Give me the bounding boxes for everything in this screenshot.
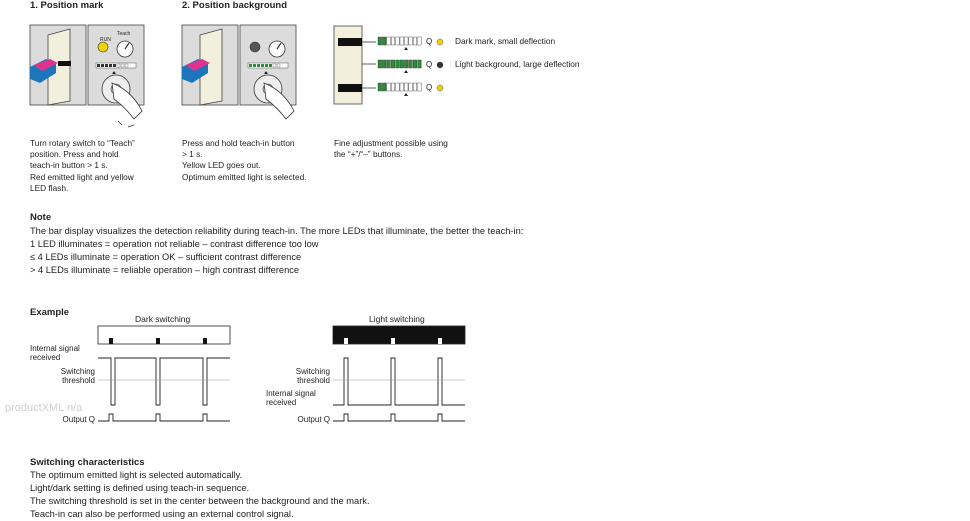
step2-desc-line: Yellow LED goes out. — [182, 160, 261, 171]
step1-teach-label: Teach — [117, 31, 131, 37]
fa-led-segment — [409, 37, 413, 45]
light-switching-diagram — [333, 326, 468, 426]
fa-led-segment — [396, 60, 400, 68]
note-line: 1 LED illuminates = operation not reliable – contrast difference too low — [30, 239, 319, 249]
light-internal-signal-label — [266, 389, 316, 407]
light-threshold-label — [275, 367, 330, 385]
fa-led-segment — [418, 37, 422, 45]
fa-led-segment — [409, 83, 413, 91]
fa-led-segment — [418, 83, 422, 91]
fa-led-segment — [396, 83, 400, 91]
fa-led-segment — [382, 83, 386, 91]
light-internal-line-1: Internal signal — [266, 389, 316, 398]
fa-pointer — [404, 47, 408, 50]
fa-q2: Q — [426, 60, 433, 69]
fa-led-segment — [418, 60, 422, 68]
fa-led-3 — [437, 85, 443, 91]
fa-led-segment — [404, 60, 408, 68]
step1-illustration — [30, 25, 150, 135]
step1-desc — [30, 138, 180, 194]
note-body — [30, 225, 523, 277]
dark-switching-title: Dark switching — [135, 314, 191, 324]
fa-led-2 — [437, 62, 443, 68]
light-switching-title: Light switching — [369, 314, 425, 324]
fa-led-segment — [404, 83, 408, 91]
fa-led-segment — [391, 37, 395, 45]
fa-led-segment — [387, 60, 391, 68]
fa-led-segment — [391, 83, 395, 91]
fa-led-segment — [391, 60, 395, 68]
fa-led-segment — [413, 37, 417, 45]
fa-q3: Q — [426, 83, 433, 92]
step2-desc-line: Press and hold teach-in button — [182, 138, 295, 148]
fa-led-segment — [382, 37, 386, 45]
fa-pointer — [404, 93, 408, 96]
dark-threshold-line-2: threshold — [62, 376, 95, 385]
dark-internal-line-1: Internal signal — [30, 344, 80, 353]
step1-desc-line: LED flash. — [30, 182, 69, 193]
step2-title: 2. Position background — [182, 0, 288, 11]
fa-led-segment — [409, 60, 413, 68]
dark-threshold-label — [40, 367, 95, 385]
step3-desc-line: Fine adjustment possible using — [334, 138, 448, 148]
light-internal-line-2: received — [266, 398, 297, 407]
dark-switching-diagram — [98, 326, 233, 426]
fa-led-segment — [378, 83, 382, 91]
fa-led-segment — [396, 37, 400, 45]
fa-led-segment — [400, 83, 404, 91]
step2-desc-line: Optimum emitted light is selected. — [182, 171, 307, 182]
fa-led-segment — [387, 83, 391, 91]
step2-illustration — [182, 25, 302, 135]
switching-line: Teach-in can also be performed using an external control signal. — [30, 509, 294, 519]
fa-led-segment — [382, 60, 386, 68]
note-line: The bar display visualizes the detection reliability during teach-in. The more LEDs that illuminate, the better the teach-in: — [30, 226, 524, 236]
fa-row-2-label: Light background, large deflection — [455, 59, 580, 69]
dark-output-label: Output Q — [62, 415, 95, 424]
fa-led-segment — [378, 37, 382, 45]
fa-led-segment — [413, 83, 417, 91]
fa-q1: Q — [426, 37, 433, 46]
note-title: Note — [30, 212, 52, 223]
step2-desc — [182, 138, 332, 183]
fa-led-segment — [378, 60, 382, 68]
switching-title: Switching characteristics — [30, 457, 145, 468]
fa-led-1 — [437, 39, 443, 45]
dark-threshold-line-1: Switching — [60, 367, 95, 376]
note-line: > 4 LEDs illuminate = reliable operation – high contrast difference — [30, 265, 300, 275]
fa-pointer — [404, 70, 408, 73]
step1-desc-line: teach-in button > 1 s. — [30, 160, 108, 171]
dark-internal-line-2: received — [30, 353, 61, 362]
fa-row-1-label: Dark mark, small deflection — [455, 36, 556, 46]
step3-desc-line: the “+”/“–” buttons. — [334, 149, 403, 160]
light-threshold-line-1: Switching — [295, 367, 330, 376]
dark-internal-signal-label — [30, 344, 80, 362]
step1-run-label: RUN — [100, 37, 111, 43]
fa-led-segment — [387, 37, 391, 45]
switching-line: The switching threshold is set in the center between the background and the mark. — [30, 496, 370, 506]
fa-leds — [436, 36, 446, 96]
step1-desc-line: Turn rotary switch to “Teach” — [30, 138, 135, 148]
step1-desc-line: position. Press and hold — [30, 149, 119, 160]
watermark: productXML n/a — [5, 402, 83, 414]
fa-led-segment — [400, 60, 404, 68]
step3-desc — [334, 138, 494, 160]
example-title: Example — [30, 307, 70, 318]
light-output-label: Output Q — [297, 415, 330, 424]
switching-body — [30, 469, 370, 521]
step2-desc-line: > 1 s. — [182, 149, 203, 160]
fa-led-segment — [400, 37, 404, 45]
light-threshold-line-2: threshold — [297, 376, 330, 385]
switching-line: The optimum emitted light is selected automatically. — [30, 470, 243, 480]
step1-desc-line: Red emitted light and yellow — [30, 171, 134, 182]
fa-led-segment — [404, 37, 408, 45]
switching-line: Light/dark setting is defined using teach-in sequence. — [30, 483, 250, 493]
note-line: ≤ 4 LEDs illuminate = operation OK – sufficient contrast difference — [30, 252, 302, 262]
step1-title: 1. Position mark — [30, 0, 104, 11]
fa-led-segment — [413, 60, 417, 68]
